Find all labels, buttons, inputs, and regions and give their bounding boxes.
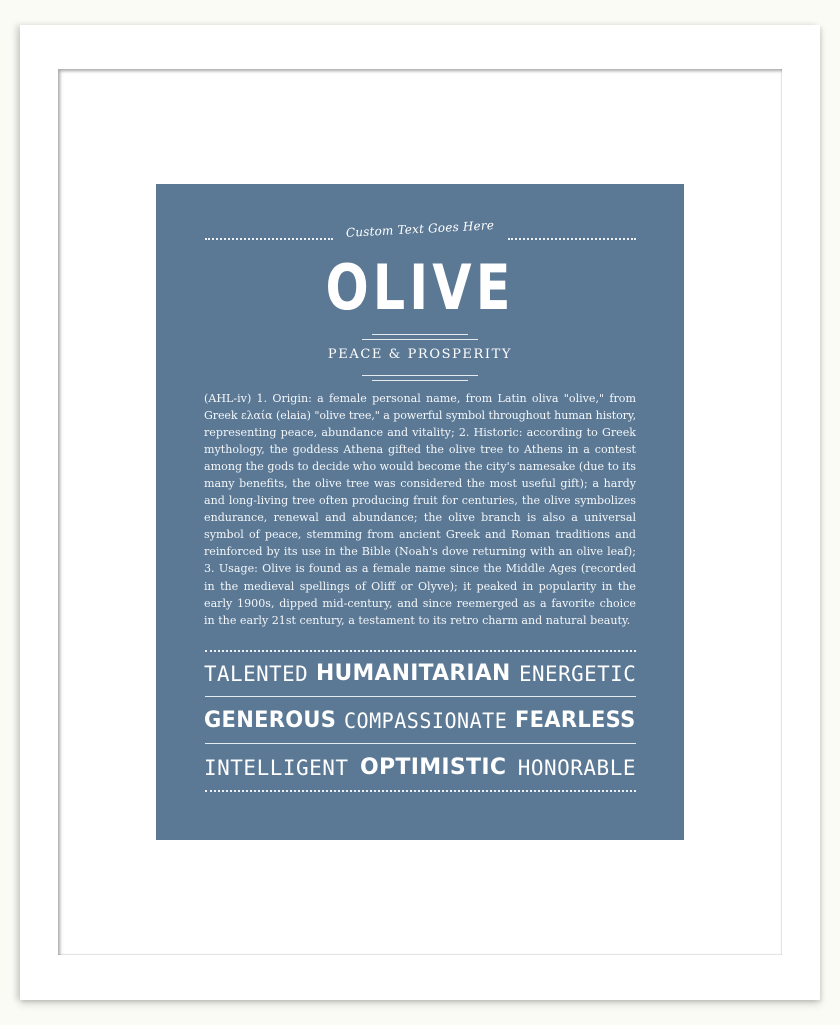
definition-line: in the medieval spellings of Oliff or Olyve); it peaked in popularity in the	[204, 579, 636, 593]
traits-divider-2	[205, 743, 636, 744]
definition-line: and long-living tree often producing fruit for centuries, the olive symbolizes	[204, 494, 636, 508]
rule-below-meaning-2	[372, 380, 468, 381]
rule-below-meaning-1	[362, 375, 478, 376]
rule-above-meaning-1	[372, 334, 468, 335]
trait-word: COMPASSIONATE	[344, 709, 508, 733]
traits-row-1	[204, 659, 636, 689]
trait-word: OPTIMISTIC	[360, 755, 507, 780]
definition-line: symbol of peace, stemming from ancient Greek and Roman traditions and	[204, 528, 636, 542]
dotted-rule-traits-top	[205, 650, 636, 652]
definition-line: Greek ελαία (elaia) "olive tree," a powerful symbol throughout human history,	[204, 409, 636, 423]
definition-line: (AHL-iv) 1. Origin: a female personal name, from Latin oliva "olive," from	[204, 392, 636, 405]
traits-divider-1	[205, 696, 636, 697]
name-title: OLIVE	[325, 251, 515, 324]
dotted-rule-traits-bottom	[205, 790, 636, 792]
definition-line: among the gods to decide who would become the city's namesake (due to its	[204, 460, 636, 474]
traits-row-3	[204, 753, 636, 783]
trait-word: HUMANITARIAN	[316, 661, 511, 686]
custom-text: Custom Text Goes Here	[345, 218, 495, 240]
trait-word: TALENTED	[204, 662, 309, 686]
trait-word: HONORABLE	[517, 756, 636, 780]
trait-word: GENEROUS	[204, 708, 337, 733]
definition-line: many benefits, the olive tree was considered the most useful gift); a hardy	[204, 477, 636, 491]
trait-word: FEARLESS	[515, 708, 636, 733]
name-print	[156, 184, 684, 840]
definition-line: 3. Usage: Olive is found as a female name since the Middle Ages (recorded	[204, 562, 636, 576]
rule-above-meaning-2	[362, 339, 478, 340]
definition-line: early 1900s, dipped mid-century, and since reemerged as a favorite choice	[204, 596, 636, 610]
traits-row-2	[204, 706, 636, 736]
trait-word: ENERGETIC	[518, 662, 637, 686]
definition-line: endurance, renewal and abundance; the olive branch is also a universal	[204, 511, 636, 525]
dotted-rule-left	[205, 238, 333, 240]
definition-line: representing peace, abundance and vitality; 2. Historic: according to Greek	[204, 426, 636, 440]
name-meaning: PEACE & PROSPERITY	[327, 347, 513, 362]
trait-word: INTELLIGENT	[204, 756, 349, 780]
definition-line: mythology, the goddess Athena gifted the olive tree to Athens in a contest	[204, 443, 636, 457]
name-definition	[204, 390, 636, 629]
definition-line: in the early 21st century, a testament to its retro charm and natural beauty.	[204, 613, 631, 627]
definition-line: reinforced by its use in the Bible (Noah's dove returning with an olive leaf);	[204, 545, 636, 559]
dotted-rule-right	[508, 238, 636, 240]
